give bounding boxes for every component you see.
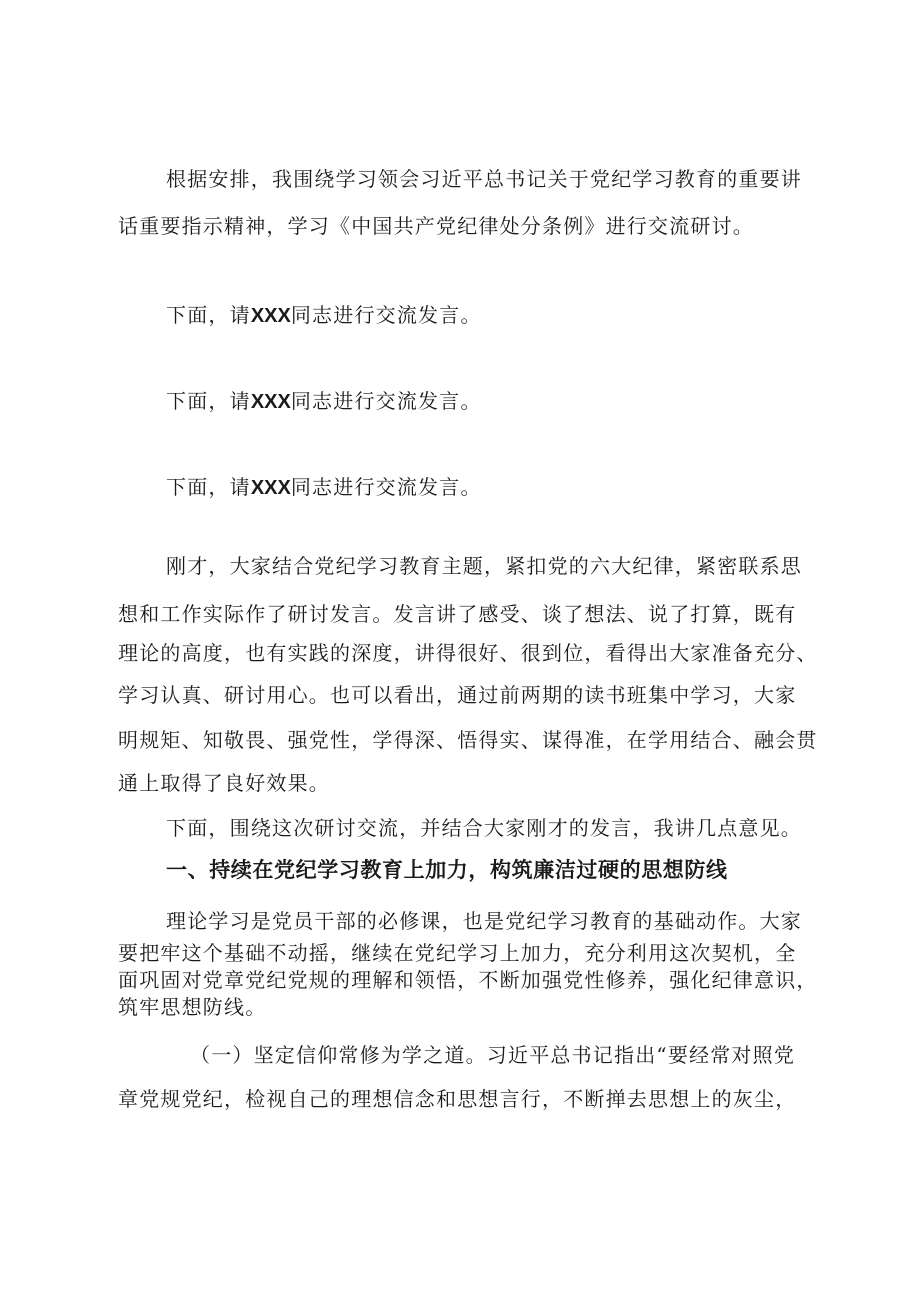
paragraph-5-line-2: 章党规党纪，检视自己的理想信念和思想言行，不断掸去思想上的灰尘， xyxy=(118,1087,797,1111)
speaker-name: XXX xyxy=(250,305,291,327)
paragraph-2-line-5: 明规矩、知敬畏、强党性，学得深、悟得实、谋得准，在学用结合、融会贯 xyxy=(118,728,818,752)
paragraph-4-line-3: 面巩固对党章党纪党规的理解和领悟，不断加强党性修养，强化纪律意识， xyxy=(118,968,818,992)
paragraph-4-line-2: 要把牢这个基础不动摇，继续在党纪学习上加力，充分利用这次契机，全 xyxy=(118,941,797,965)
paragraph-4-line-4: 筑牢思想防线。 xyxy=(118,995,267,1019)
paragraph-1-line-2: 话重要指示精神，学习《中国共产党纪律处分条例》进行交流研讨。 xyxy=(118,214,754,238)
paragraph-5-line-1: （一）坚定信仰常修为学之道。习近平总书记指出“要经常对照党 xyxy=(190,1043,796,1067)
speaker-name: XXX xyxy=(250,391,291,413)
paragraph-2-line-2: 想和工作实际作了研讨发言。发言讲了感受、谈了想法、说了打算，既有 xyxy=(118,602,797,626)
paragraph-2-line-1: 刚才，大家结合党纪学习教育主题，紧扣党的六大纪律，紧密联系思 xyxy=(166,554,802,578)
section-heading-1: 一、持续在党纪学习教育上加力，构筑廉洁过硬的思想防线 xyxy=(166,858,728,882)
speaker-name: XXX xyxy=(250,477,291,499)
speaker-line-3: 下面，请XXX同志进行交流发言。 xyxy=(166,475,482,499)
speaker-line-1: 下面，请XXX同志进行交流发言。 xyxy=(166,303,482,327)
paragraph-4-line-1: 理论学习是党员干部的必修课，也是党纪学习教育的基础动作。大家 xyxy=(166,909,802,933)
paragraph-2-line-3: 理论的高度，也有实践的深度，讲得很好、很到位，看得出大家准备充分、 xyxy=(118,641,818,665)
paragraph-2-line-6: 通上取得了良好效果。 xyxy=(118,771,330,795)
paragraph-3: 下面，围绕这次研讨交流，并结合大家刚才的发言，我讲几点意见。 xyxy=(166,816,802,840)
paragraph-1-line-1: 根据安排，我围绕学习领会习近平总书记关于党纪学习教育的重要讲 xyxy=(166,167,802,191)
speaker-line-2: 下面，请XXX同志进行交流发言。 xyxy=(166,389,482,413)
paragraph-2-line-4: 学习认真、研讨用心。也可以看出，通过前两期的读书班集中学习，大家 xyxy=(118,683,797,707)
